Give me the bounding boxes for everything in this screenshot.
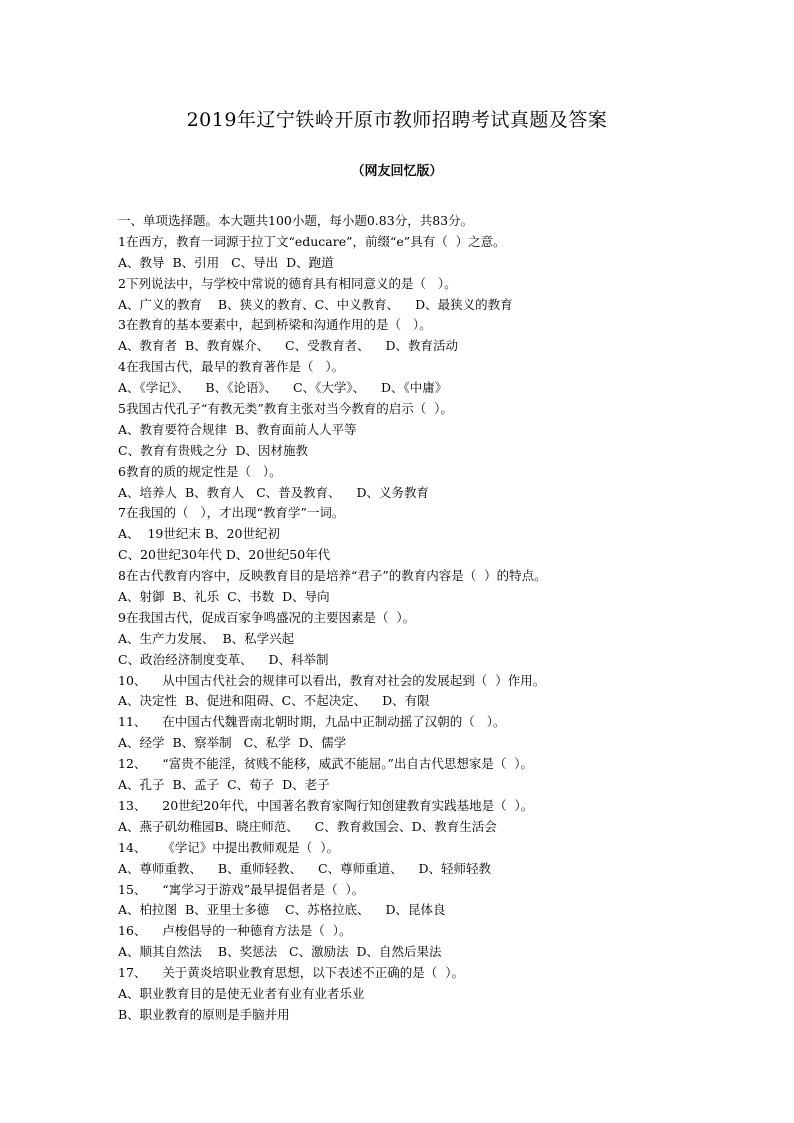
text-line: C、政治经济制度变革、 D、科举制 <box>118 651 329 667</box>
text-line: A、《学记》、 B、《论语》、 C、《大学》、 D、《中庸》 <box>118 380 448 396</box>
text-line: A、孔子 B、孟子 C、荀子 D、老子 <box>118 777 330 793</box>
text-line: 4在我国古代，最早的教育著作是（ ）。 <box>118 359 345 375</box>
text-line: 12、 “富贵不能淫，贫贱不能移，威武不能屈。”出自古代思想家是（ ）。 <box>118 756 534 772</box>
text-line: A、决定性 B、促进和阻碍、C、不起决定、 D、有限 <box>118 693 430 709</box>
text-line: 8在古代教育内容中，反映教育目的是培养“君子”的教育内容是（ ）的特点。 <box>118 568 547 584</box>
text-line: A、顺其自然法 B、奖惩法 C、激励法 D、自然后果法 <box>118 944 442 960</box>
text-line: C、教育有贵贱之分 D、因材施教 <box>118 442 309 458</box>
text-line: 11、 在中国古代魏晋南北朝时期，九品中正制动摇了汉朝的（ ）。 <box>118 714 506 730</box>
text-line: A、职业教育目的是使无业者有业有业者乐业 <box>118 985 365 1001</box>
text-line: A、教导 B、引用 C、导出 D、跑道 <box>118 254 334 270</box>
text-line: A、 19世纪末 B、20世纪初 <box>118 526 280 542</box>
text-line: 9在我国古代，促成百家争鸣盛况的主要因素是（ ）。 <box>118 609 416 625</box>
text-line: 17、 关于黄炎培职业教育思想，以下表述不正确的是（ ）。 <box>118 965 464 981</box>
text-line: 3在教育的基本要素中，起到桥梁和沟通作用的是（ ）。 <box>118 317 432 333</box>
document-title: 2019年辽宁铁岭开原市教师招聘考试真题及答案 <box>186 109 608 131</box>
text-line: A、射御 B、礼乐 C、书数 D、导向 <box>118 589 330 605</box>
text-line: A、广义的教育 B、狭义的教育、C、中义教育、 D、最狭义的教育 <box>118 296 513 312</box>
text-line: 一、单项选择题。本大题共100小题，每小题0.83分，共83分。 <box>118 213 474 228</box>
text-line: 2下列说法中，与学校中常说的德育具有相同意义的是（ ）。 <box>118 275 457 291</box>
text-line: A、经学 B、察举制 C、私学 D、儒学 <box>118 735 347 751</box>
text-line: A、燕子矶幼稚园B、晓庄师范、 C、教育救国会、D、教育生活会 <box>118 818 497 834</box>
text-line: A、教育者 B、教育媒介、 C、受教育者、 D、教育活动 <box>118 338 459 354</box>
text-line: 6教育的质的规定性是（ ）。 <box>118 463 282 479</box>
text-line: 7在我国的（ ），才出现“教育学”一词。 <box>118 505 345 521</box>
text-line: 13、 20世纪20年代，中国著名教育家陶行知创建教育实践基地是（ ）。 <box>118 797 534 813</box>
text-line: 14、 《学记》中提出教师观是（ ）。 <box>118 839 339 855</box>
text-line: 5我国古代孔子“有教无类”教育主张对当今教育的启示（ ）。 <box>118 401 453 417</box>
text-line: 10、 从中国古代社会的规律可以看出，教育对社会的发展起到（ ）作用。 <box>118 672 546 688</box>
text-line: 15、 “寓学习于游戏”最早提倡者是（ ）。 <box>118 881 365 897</box>
document-subtitle: （网友回忆版） <box>351 164 443 179</box>
text-line: A、生产力发展、 B、私学兴起 <box>118 630 295 646</box>
text-line: A、尊师重教、 B、重师轻教、 C、尊师重道、 D、轻师轻教 <box>118 860 491 876</box>
text-line: B、职业教育的原则是手脑并用 <box>118 1006 290 1022</box>
text-line: 1在西方，教育一词源于拉丁文“educare”，前缀“e”具有（ ）之意。 <box>118 233 506 249</box>
question-list <box>118 211 718 1026</box>
text-line: A、柏拉图 B、亚里士多德 C、苏格拉底、 D、昆体良 <box>118 902 446 918</box>
text-line: 16、 卢梭倡导的一种德育方法是（ ）。 <box>118 923 352 939</box>
text-line: A、教育要符合规律 B、教育面前人人平等 <box>118 421 357 437</box>
text-line: C、20世纪30年代 D、20世纪50年代 <box>118 547 331 563</box>
text-line: A、培养人 B、教育人 C、普及教育、 D、义务教育 <box>118 484 430 500</box>
